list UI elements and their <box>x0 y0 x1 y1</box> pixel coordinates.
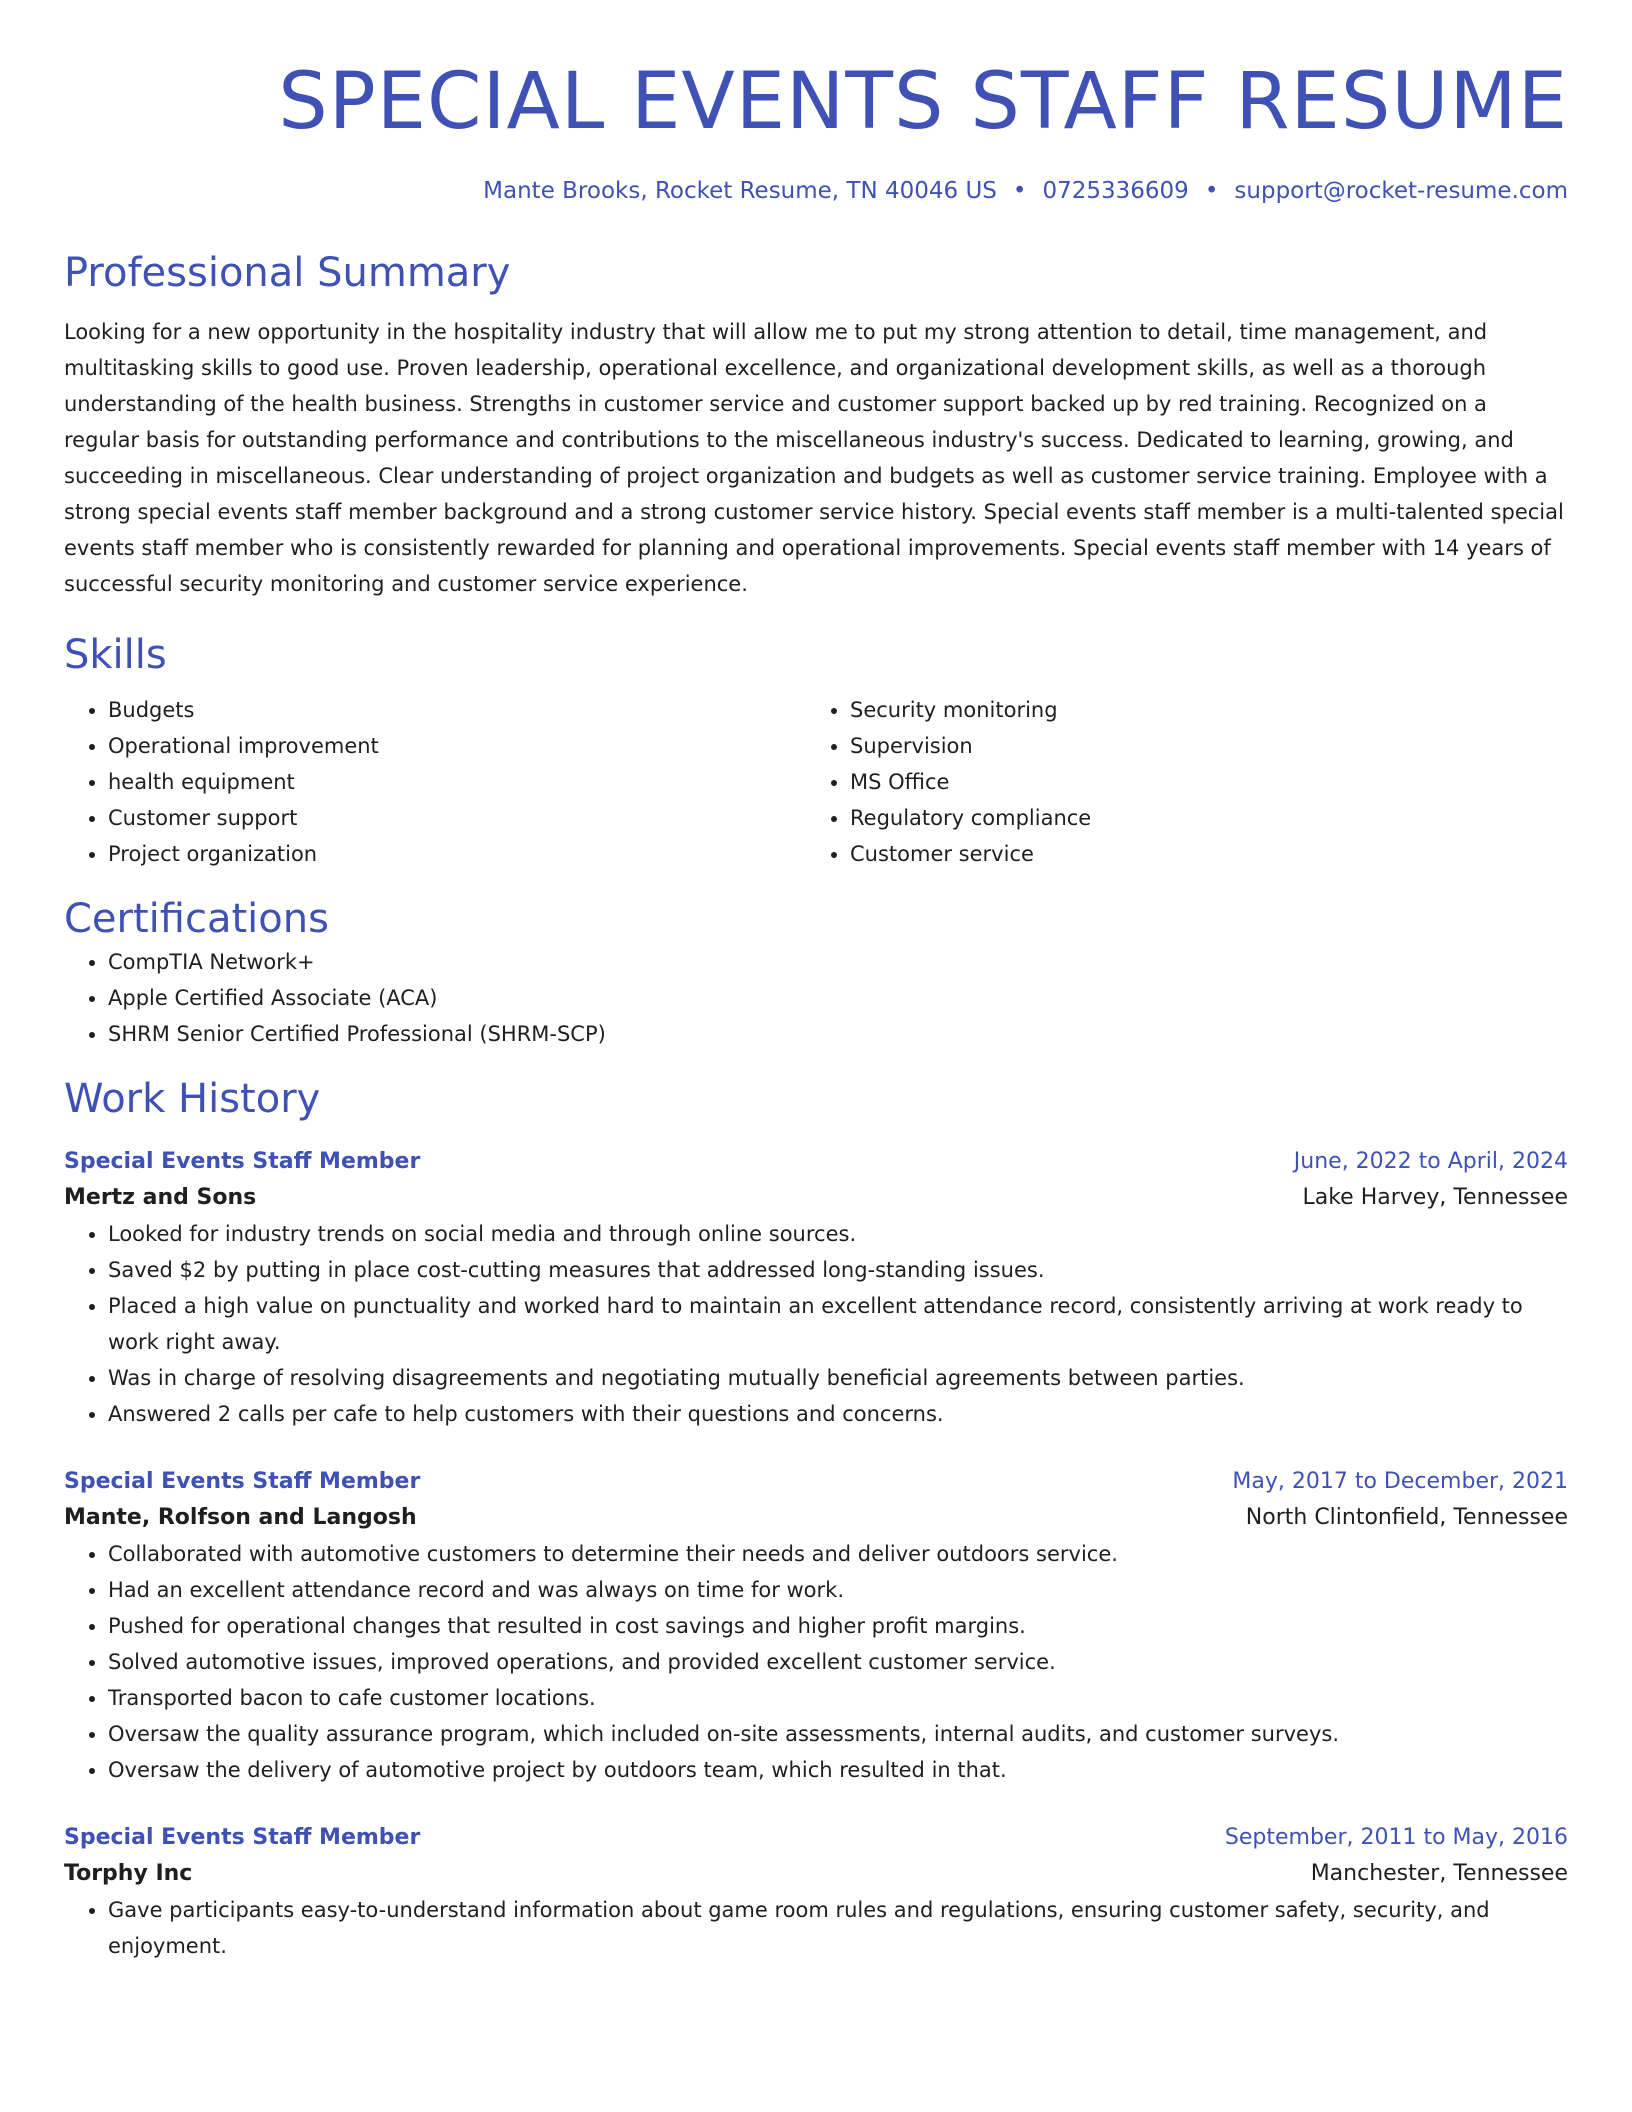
summary-heading: Professional Summary <box>64 250 511 296</box>
skills-section <box>64 630 1568 872</box>
job-title-row <box>64 1820 1568 1856</box>
job-company: Mertz and Sons <box>64 1185 257 1210</box>
job-company-row <box>64 1180 1568 1216</box>
certification-item: • Apple Certified Associate (ACA) <box>108 980 1568 1016</box>
job-duty: • Transported bacon to cafe customer locations. <box>108 1680 1568 1716</box>
contact-phone: 0725336609 <box>1042 178 1189 204</box>
job-dates: May, 2017 to December, 2021 <box>1232 1469 1568 1494</box>
job-entry <box>64 1820 1568 1964</box>
job-duty: • Had an excellent attendance record and was always on time for work. <box>108 1572 1568 1608</box>
job-location: Manchester, Tennessee <box>1310 1861 1568 1886</box>
job-duty: • Oversaw the quality assurance program, which included on-site assessments, internal audits, and customer surveys. <box>108 1716 1568 1752</box>
job-duty: • Answered 2 calls per cafe to help customers with their questions and concerns. <box>108 1396 1568 1432</box>
skills-heading: Skills <box>64 632 167 678</box>
job-duty: • Solved automotive issues, improved operations, and provided excellent customer service. <box>108 1644 1568 1680</box>
job-location: Lake Harvey, Tennessee <box>1302 1185 1568 1210</box>
job-company: Torphy Inc <box>64 1861 193 1886</box>
job-duty: • Saved $2 by putting in place cost-cutting measures that addressed long-standing issues. <box>108 1252 1568 1288</box>
skill-item: • MS Office <box>850 764 1568 800</box>
skills-list-right <box>806 692 1568 872</box>
skill-item: • Customer support <box>108 800 806 836</box>
skill-item: • Security monitoring <box>850 692 1568 728</box>
job-duty: • Collaborated with automotive customers to determine their needs and deliver outdoors service. <box>108 1536 1568 1572</box>
job-duty: • Oversaw the delivery of automotive project by outdoors team, which resulted in that. <box>108 1752 1568 1788</box>
work-history-heading: Work History <box>64 1076 321 1122</box>
job-duties-list <box>64 1892 1568 1964</box>
skill-item: • Project organization <box>108 836 806 872</box>
certification-item: • SHRM Senior Certified Professional (SHRM-SCP) <box>108 1016 1568 1052</box>
job-duty: • Placed a high value on punctuality and worked hard to maintain an excellent attendance record, consistently arriving at work ready to work right away. <box>108 1288 1568 1360</box>
skill-item: • Operational improvement <box>108 728 806 764</box>
contact-separator: • <box>1012 178 1027 204</box>
job-duties-list <box>64 1216 1568 1432</box>
job-title: Special Events Staff Member <box>64 1149 421 1174</box>
skill-item: • Regulatory compliance <box>850 800 1568 836</box>
certifications-section <box>64 894 1568 1052</box>
work-history-section <box>64 1074 1568 1964</box>
job-title-row <box>64 1144 1568 1180</box>
skills-grid <box>64 692 1568 872</box>
job-company-row <box>64 1856 1568 1892</box>
contact-line <box>64 176 1568 206</box>
job-company-row <box>64 1500 1568 1536</box>
contact-email: support@rocket-resume.com <box>1234 178 1568 204</box>
skill-item: • health equipment <box>108 764 806 800</box>
job-duty: • Pushed for operational changes that resulted in cost savings and higher profit margins. <box>108 1608 1568 1644</box>
job-duties-list <box>64 1536 1568 1788</box>
certifications-heading: Certifications <box>64 896 329 942</box>
certification-item: • CompTIA Network+ <box>108 944 1568 980</box>
skills-list-left <box>64 692 806 872</box>
job-duty: • Looked for industry trends on social media and through online sources. <box>108 1216 1568 1252</box>
certifications-list <box>64 944 1568 1052</box>
job-company: Mante, Rolfson and Langosh <box>64 1505 417 1530</box>
skill-item: • Budgets <box>108 692 806 728</box>
job-title-row <box>64 1464 1568 1500</box>
skill-item: • Customer service <box>850 836 1568 872</box>
job-dates: June, 2022 to April, 2024 <box>1293 1149 1568 1174</box>
job-entry <box>64 1464 1568 1788</box>
job-dates: September, 2011 to May, 2016 <box>1224 1825 1568 1850</box>
job-location: North Clintonfield, Tennessee <box>1245 1505 1568 1530</box>
skill-item: • Supervision <box>850 728 1568 764</box>
job-title: Special Events Staff Member <box>64 1469 421 1494</box>
job-entry <box>64 1144 1568 1432</box>
resume-header <box>64 52 1568 206</box>
summary-text: Looking for a new opportunity in the hospitality industry that will allow me to put my strong attention to detail, time management, and multitasking skills to good use. Proven leadership, operational excellence, and organizational development skills, as well as a thorough understanding of the health business. Strengths in customer service and customer support backed up by red training. Recognized on a regular basis for outstanding performance and contributions to the miscellaneous industry's success. Dedicated to learning, growing, and succeeding in miscellaneous. Clear understanding of project organization and budgets as well as customer service training. Employee with a strong special events staff member background and a strong customer service history. Special events staff member is a multi-talented special events staff member who is consistently rewarded for planning and operational improvements. Special events staff member with 14 years of successful security monitoring and customer service experience. <box>64 320 1564 596</box>
contact-separator: • <box>1204 178 1219 204</box>
summary-section <box>64 248 1568 602</box>
job-title: Special Events Staff Member <box>64 1825 421 1850</box>
job-duty: • Gave participants easy-to-understand information about game room rules and regulations, ensuring customer safety, security, and enjoyment. <box>108 1892 1568 1964</box>
contact-address: Mante Brooks, Rocket Resume, TN 40046 US <box>483 178 997 204</box>
job-duty: • Was in charge of resolving disagreements and negotiating mutually beneficial agreements between parties. <box>108 1360 1568 1396</box>
page-title: SPECIAL EVENTS STAFF RESUME <box>278 57 1568 147</box>
